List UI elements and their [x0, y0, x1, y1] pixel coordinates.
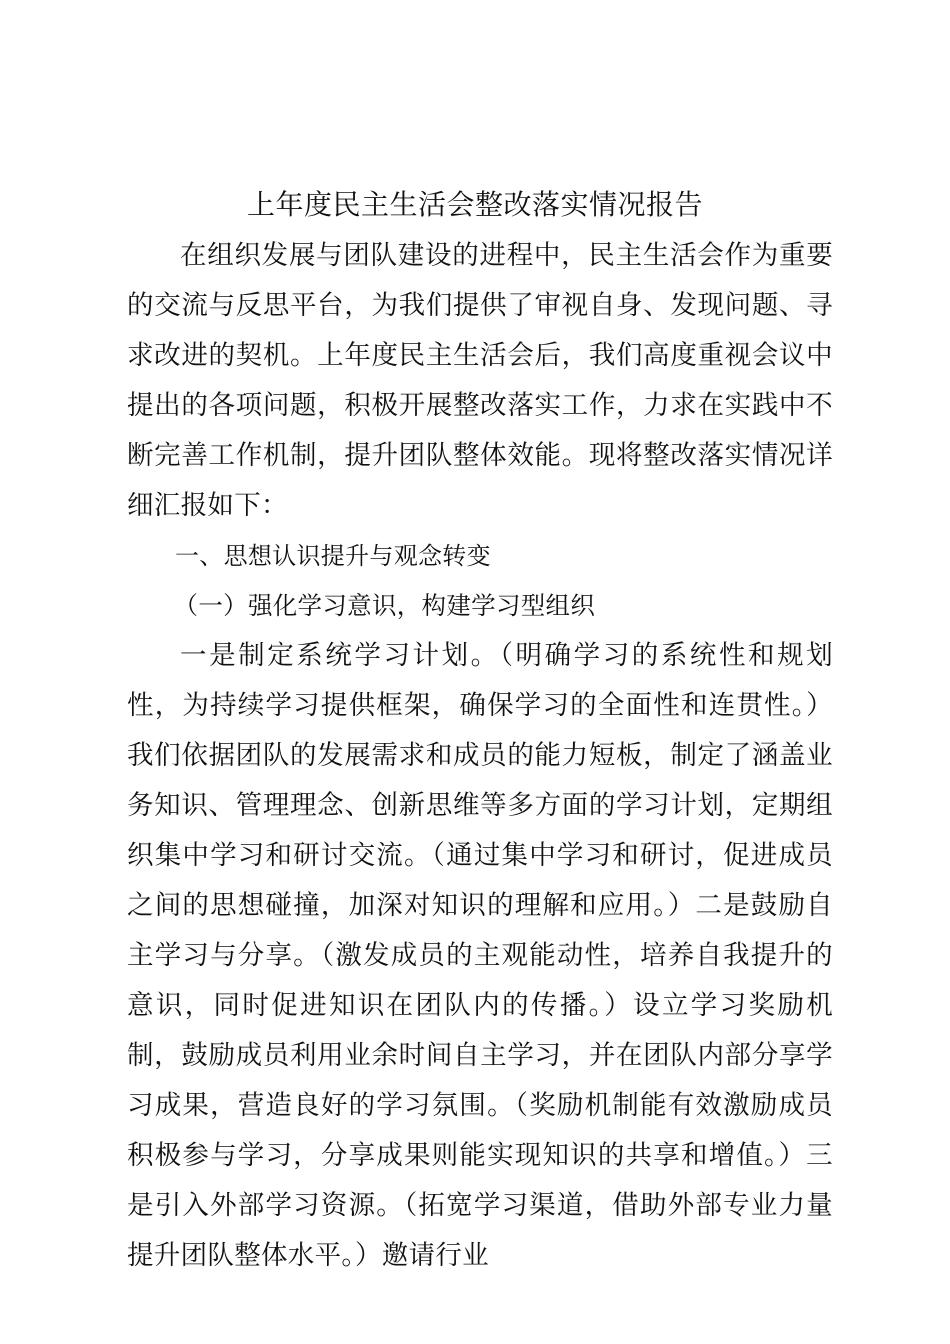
section-heading: 一、思想认识提升与观念转变: [175, 542, 491, 570]
document-title: 上年度民主生活会整改落实情况报告: [246, 188, 703, 221]
intro-paragraph: 在组织发展与团队建设的进程中，民主生活会作为重要的交流与反思平台，为我们提供了审视自身、发现问题、寻求改进的契机。上年度民主生活会后，我们高度重视会议中提出的各项问题，积极开展整改落实工作，力求在实践中不断完善工作机制，提升团队整体效能。现将整改落实情况详细汇报如下：: [127, 240, 833, 521]
subsection-heading: （一）强化学习意识，构建学习型组织: [173, 591, 596, 620]
body-paragraph: 一是制定系统学习计划。（明确学习的系统性和规划性，为持续学习提供框架，确保学习的全面性和连贯性。）我们依据团队的发展需求和成员的能力短板，制定了涵盖业务知识、管理理念、创新思维等多方面的学习计划，定期组织集中学习和研讨交流。（通过集中学习和研讨，促进成员之间的思想碰撞，加深对知识的理解和应用。）二是鼓励自主学习与分享。（激发成员的主观能动性，培养自我提升的意识，同时促进知识在团队内的传播。）设立学习奖励机制，鼓励成员利用业余时间自主学习，并在团队内部分享学习成果，营造良好的学习氛围。（奖励机制能有效激励成员积极参与学习，分享成果则能实现知识的共享和增值。）三是引入外部学习资源。（拓宽学习渠道，借助外部专业力量提升团队整体水平。）邀请行业: [127, 640, 833, 1271]
document-body: [127, 231, 833, 1281]
